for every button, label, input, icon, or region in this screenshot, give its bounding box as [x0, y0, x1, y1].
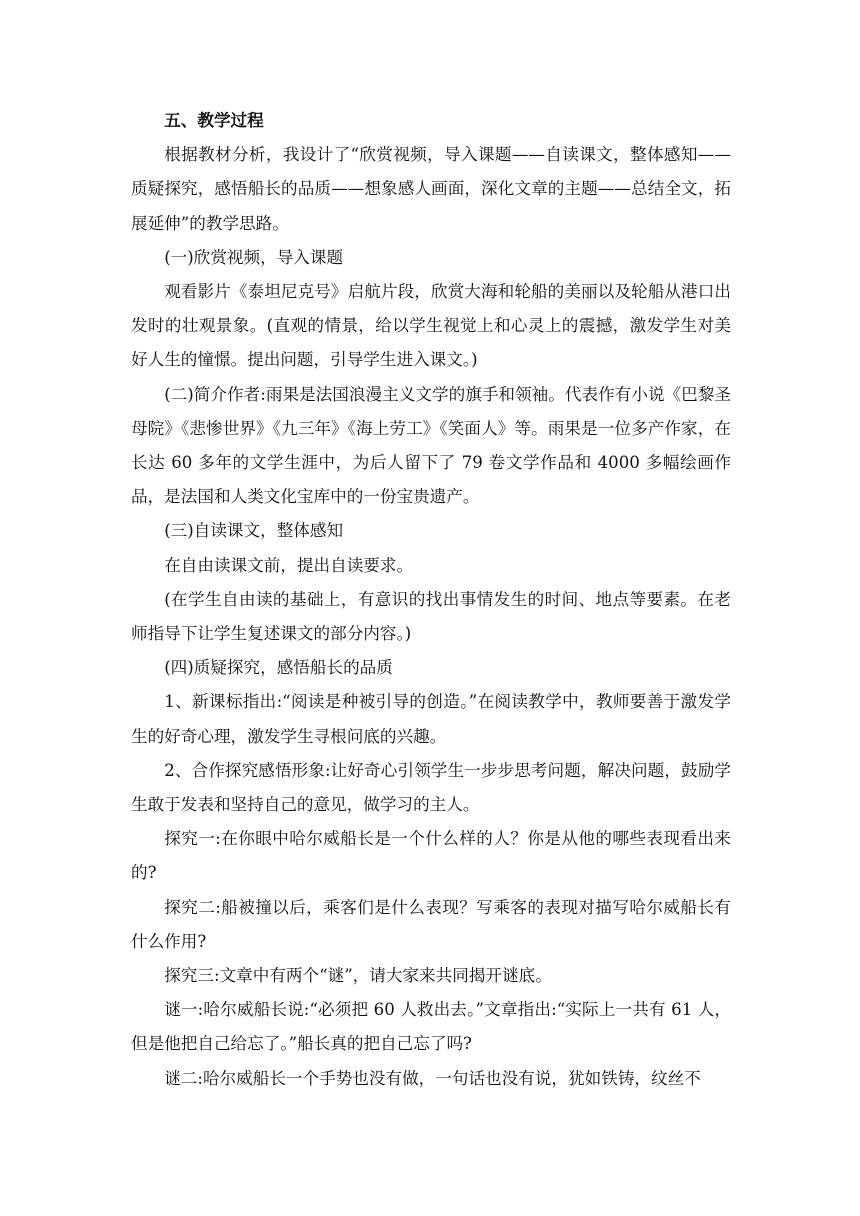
paragraph-mystery-1: 谜一:哈尔威船长说:“必须把 60 人救出去。”文章指出:“实际上一共有 61 人，但是他把自己给忘了。”船长真的把自己忘了吗?	[131, 1000, 731, 1054]
section-heading: 五、教学过程	[164, 111, 264, 130]
paragraph-reading-request: 在自由读课文前，提出自读要求。	[164, 555, 414, 575]
paragraph-intro: 根据教材分析，我设计了“欣赏视频，导入课题——自读课文，整体感知——质疑探究，感悟船长的品质——想象感人画面，深化文章的主题——总结全文，拓展延伸”的教学思路。	[131, 145, 731, 233]
paragraph-inquiry-1: 探究一:在你眼中哈尔威船长是一个什么样的人？你是从他的哪些表现看出来的?	[131, 829, 731, 883]
paragraph-point-1: 1、新课标指出:“阅读是种被引导的创造。”在阅读教学中，教师要善于激发学生的好奇心理，激发学生寻根问底的兴趣。	[131, 692, 731, 746]
subheading-4: (四)质疑探究，感悟船长的品质	[164, 658, 393, 678]
paragraph-reading-note: (在学生自由读的基础上，有意识的找出事情发生的时间、地点等要素。在老师指导下让学生复述课文的部分内容。)	[131, 589, 731, 644]
paragraph-video: 观看影片《泰坦尼克号》启航片段，欣赏大海和轮船的美丽以及轮船从港口出发时的壮观景象。(直观的情景，给以学生视觉上和心灵上的震撼，激发学生对美好人生的憧憬。提出问题，引导学生进入课文。)	[131, 282, 731, 370]
paragraph-mystery-2: 谜二:哈尔威船长一个手势也没有做，一句话也没有说，犹如铁铸，纹丝不	[164, 1068, 701, 1088]
subheading-3: (三)自读课文，整体感知	[164, 521, 344, 541]
paragraph-inquiry-2: 探究二:船被撞以后，乘客们是什么表现？写乘客的表现对描写哈尔威船长有什么作用?	[131, 897, 731, 951]
paragraph-inquiry-3: 探究三:文章中有两个“谜”，请大家来共同揭开谜底。	[164, 966, 552, 986]
document-body	[131, 104, 731, 1096]
subheading-1: (一)欣赏视频，导入课题	[164, 247, 344, 267]
paragraph-author: (二)简介作者:雨果是法国浪漫主义文学的旗手和领袖。代表作有小说《巴黎圣母院》《悲惨世界》《九三年》《海上劳工》《笑面人》等。雨果是一位多产作家，在长达 60 多年的文学生涯中，为后人留下了 79 卷文学作品和 4000 多幅绘画作品，是法国和人类文化宝库中的一份宝贵遗产。	[131, 384, 731, 507]
paragraph-point-2: 2、合作探究感悟形象:让好奇心引领学生一步步思考问题，解决问题，鼓励学生敢于发表和坚持自己的意见，做学习的主人。	[131, 760, 731, 815]
